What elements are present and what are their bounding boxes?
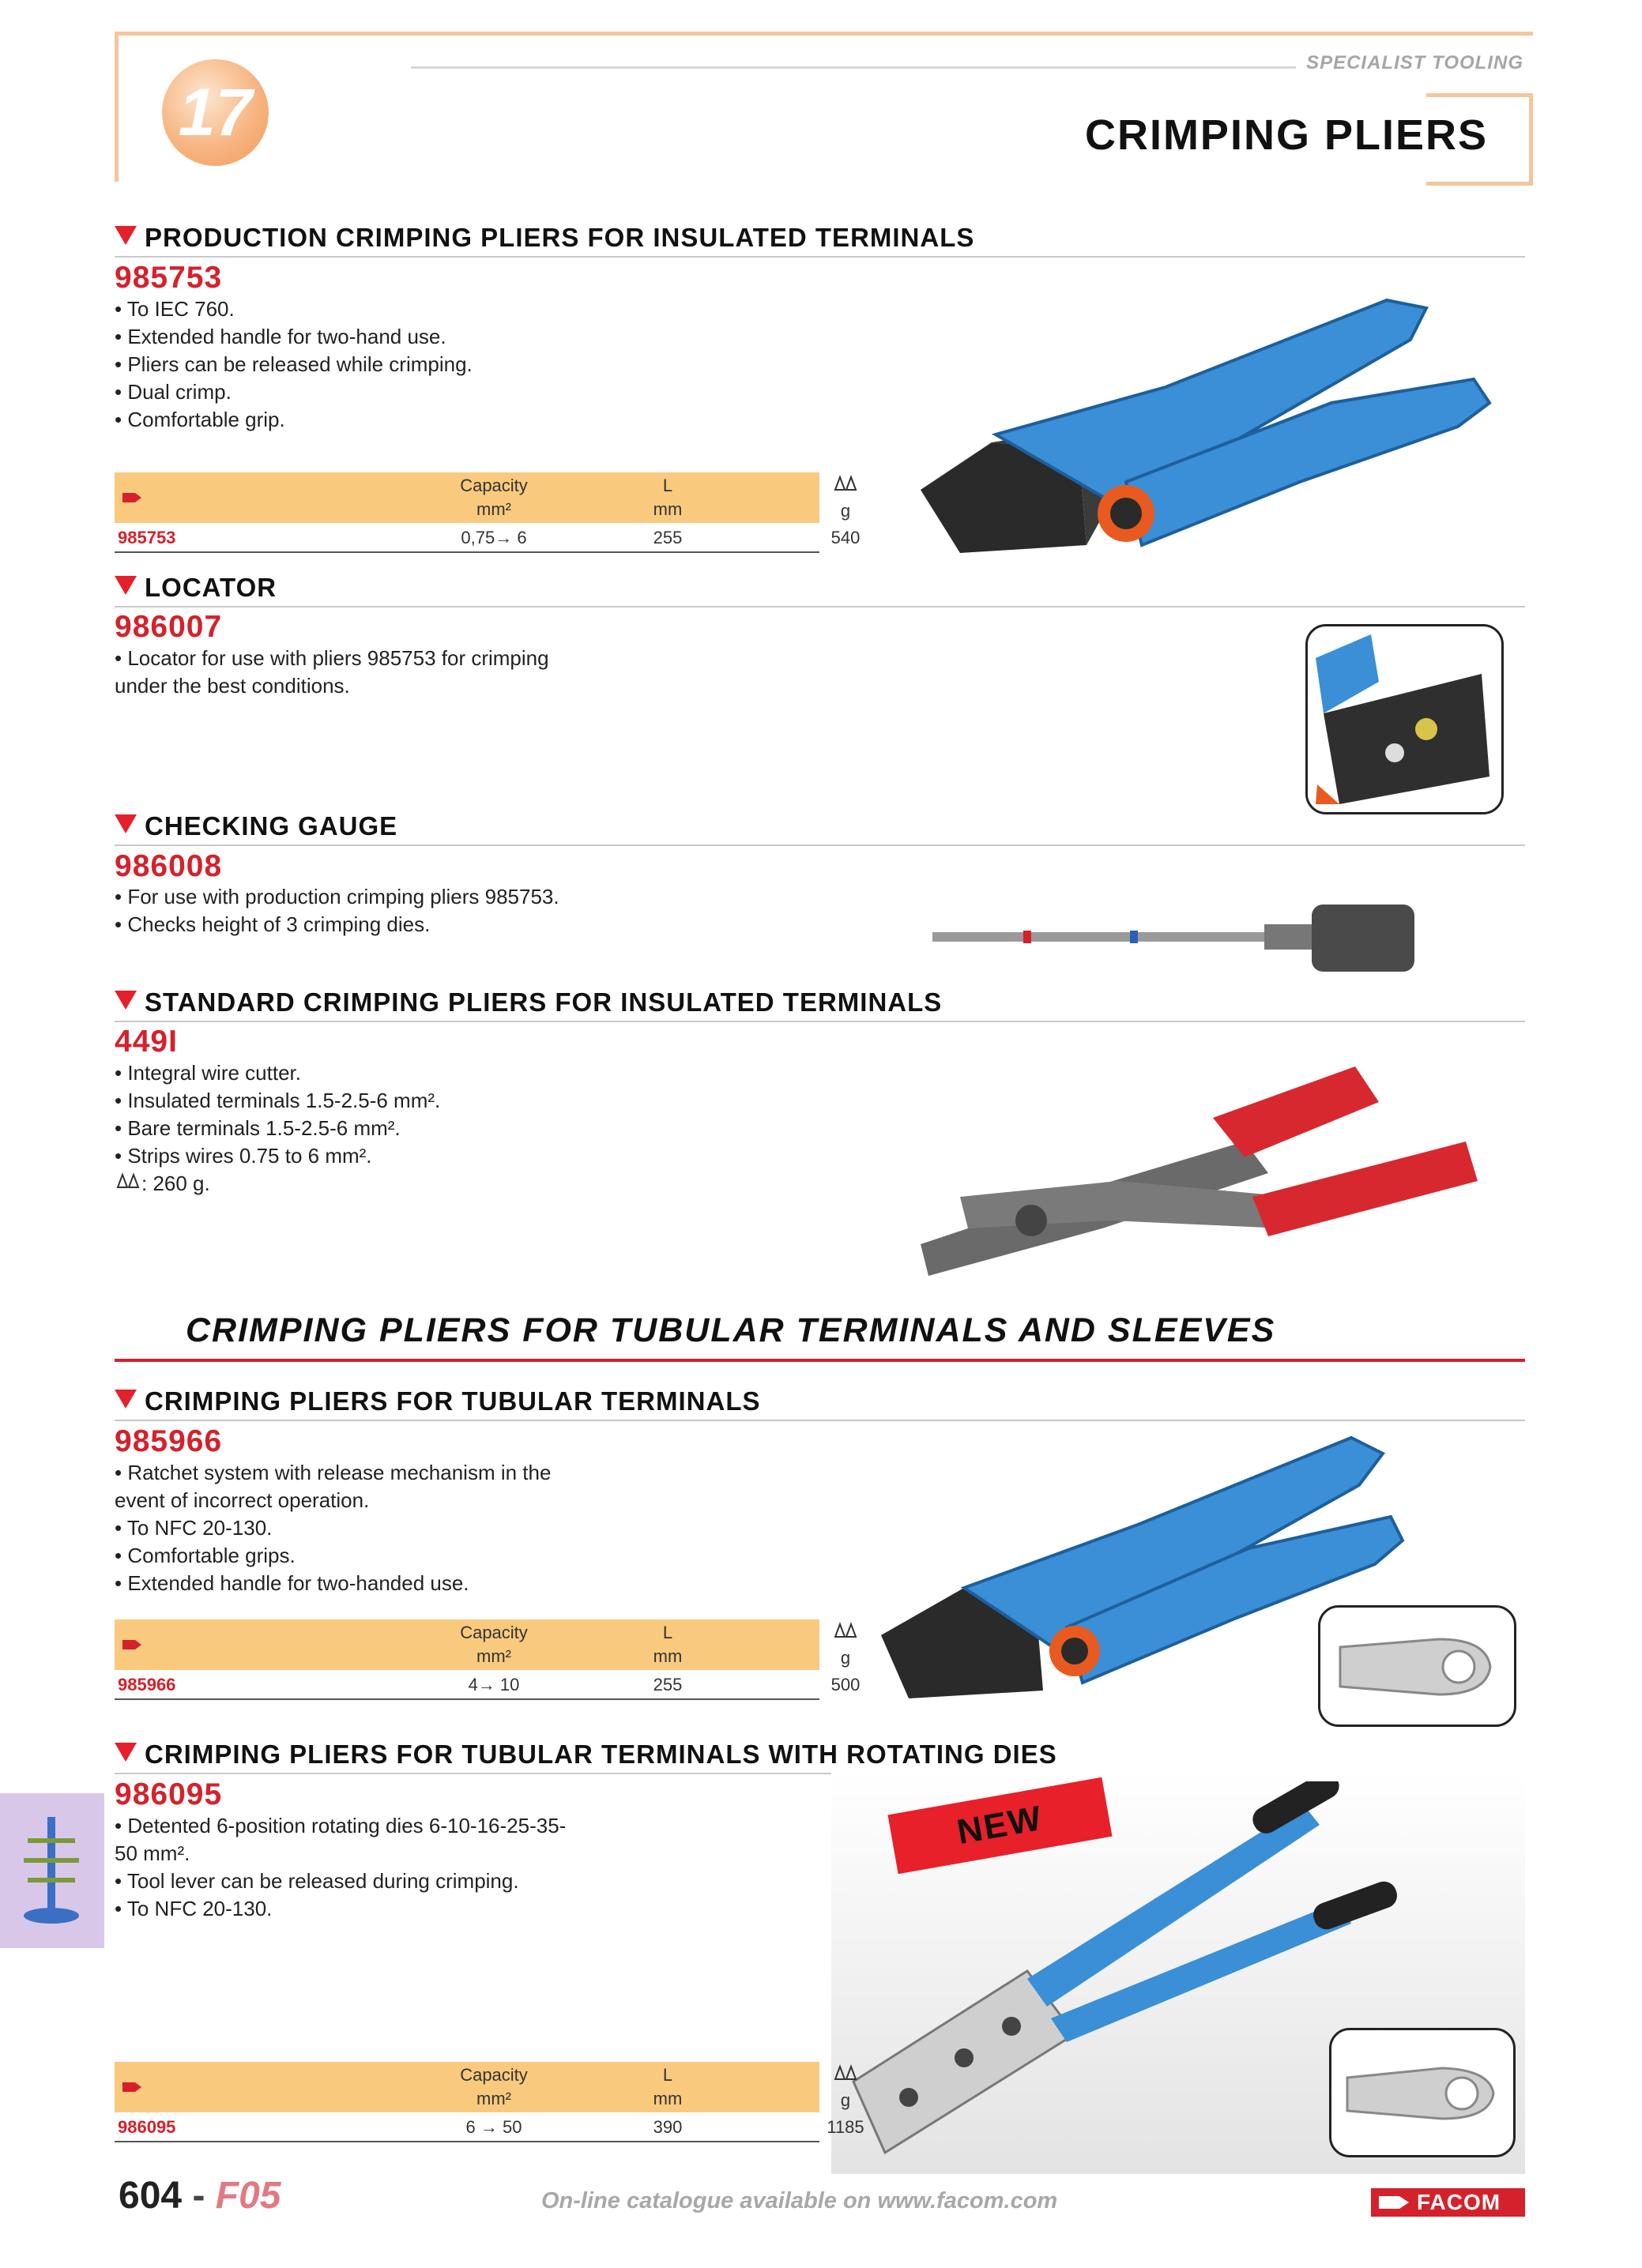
terminal-image-frame (1318, 1605, 1516, 1727)
feature-list: • Integral wire cutter. • Insulated terminals 1.5-2.5-6 mm². • Bare terminals 1.5-2.5-6 mm². • Strips wires 0.75 to 6 mm². : 260 g. (115, 1061, 441, 1195)
weight-scale-icon (832, 1621, 859, 1640)
weight-header: g (798, 2063, 893, 2112)
weight-header: g (798, 474, 893, 523)
facom-arrow-icon (1377, 2193, 1412, 2212)
triangle-bullet-icon (115, 226, 137, 245)
locator-image-frame (1305, 624, 1504, 814)
section-side-tab[interactable] (0, 1793, 104, 1948)
product-code: 986007 (115, 610, 223, 644)
product-code: 449I (115, 1025, 178, 1059)
feature-list: • Ratchet system with release mechanism in the event of incorrect operation. • To NFC 20-130. • Comfortable grips. • Extended handle for two-handed use. (115, 1461, 552, 1595)
spec-table (115, 472, 861, 553)
table-row: 985753 0,75→ 6 255 540 (115, 523, 819, 553)
reference-arrow-icon (121, 490, 145, 506)
catalogue-link-note: On-line catalogue available on www.facom.com (541, 2188, 1058, 2213)
product-code: 985753 (115, 261, 223, 295)
triangle-bullet-icon (115, 576, 137, 595)
capacity-header: Capacity mm² (460, 476, 528, 519)
feature-list: • Locator for use with pliers 985753 for crimping under the best conditions. (115, 646, 549, 698)
section-title-rotating-dies: CRIMPING PLIERS FOR TUBULAR TERMINALS WITH ROTATING DIES (115, 1740, 1525, 1774)
terminal-image-frame (1329, 2028, 1516, 2157)
triangle-bullet-icon (115, 1390, 137, 1409)
tubular-terminal-image (1331, 2030, 1513, 2155)
tubular-terminal-image (1320, 1608, 1514, 1725)
section-number: 17 (178, 75, 253, 149)
facom-logo: FACOM (1371, 2188, 1525, 2217)
table-row: 985966 4→ 10 255 500 (115, 1670, 819, 1700)
reference-arrow-icon (121, 1637, 145, 1653)
page-number: 604 - F05 (119, 2175, 281, 2217)
group-heading: CRIMPING PLIERS FOR TUBULAR TERMINALS AND SLEEVES (186, 1311, 1276, 1349)
table-row: 986095 6 → 50 390 1185 (115, 2112, 819, 2142)
locator-image (1308, 626, 1501, 812)
product-code: 985966 (115, 1424, 223, 1458)
triangle-bullet-icon (115, 814, 137, 833)
weight-scale-icon (832, 474, 859, 493)
electrical-tools-icon (0, 1793, 104, 1948)
spec-table (115, 1619, 861, 1700)
capacity-header: Capacity mm² (460, 2065, 528, 2108)
group-heading-rule (115, 1359, 1525, 1362)
triangle-bullet-icon (115, 991, 137, 1010)
section-number-badge (162, 59, 269, 166)
new-badge: NEW (887, 1777, 1112, 1875)
page-title: CRIMPING PLIERS (1084, 111, 1488, 159)
product-code: 986008 (115, 849, 223, 883)
weight-scale-icon (115, 1172, 141, 1190)
production-crimping-pliers-image (889, 284, 1497, 577)
feature-list: • To IEC 760. • Extended handle for two-hand use. • Pliers can be released while crimping. • Dual crimp. • Comfortable grip. (115, 297, 473, 431)
category-label: SPECIALIST TOOLING (1306, 52, 1523, 73)
rotating-dies-pliers-image (838, 1781, 1407, 2168)
weight-scale-icon (832, 2063, 859, 2082)
feature-list: • Detented 6-position rotating dies 6-10-16-25-35- 50 mm². • Tool lever can be released during crimping. • To NFC 20-130. (115, 1814, 567, 1920)
checking-gauge-image (928, 901, 1434, 980)
triangle-bullet-icon (115, 1743, 137, 1762)
reference-arrow-icon (121, 2079, 145, 2095)
product-code: 986095 (115, 1777, 223, 1811)
spec-table (115, 2062, 864, 2142)
section-title-locator: LOCATOR (115, 573, 1525, 607)
section-title-tubular-pliers: CRIMPING PLIERS FOR TUBULAR TERMINALS (115, 1386, 1525, 1421)
section-title-production-pliers: PRODUCTION CRIMPING PLIERS FOR INSULATED TERMINALS (115, 223, 1525, 258)
length-header: L mm (653, 2065, 683, 2108)
section-title-standard-pliers: STANDARD CRIMPING PLIERS FOR INSULATED TERMINALS (115, 987, 1525, 1022)
capacity-header: Capacity mm² (460, 1623, 528, 1666)
feature-list: • For use with production crimping pliers 985753. • Checks height of 3 crimping dies. (115, 885, 559, 936)
standard-crimping-pliers-image (913, 1063, 1486, 1292)
weight-header: g (798, 1621, 893, 1670)
header-rule (411, 66, 1296, 69)
section-title-checking-gauge: CHECKING GAUGE (115, 811, 1525, 846)
spec-table-header (115, 2062, 851, 2112)
spec-table-header (115, 472, 851, 523)
spec-table-header (115, 1619, 851, 1670)
length-header: L mm (653, 1623, 683, 1666)
length-header: L mm (653, 476, 683, 519)
